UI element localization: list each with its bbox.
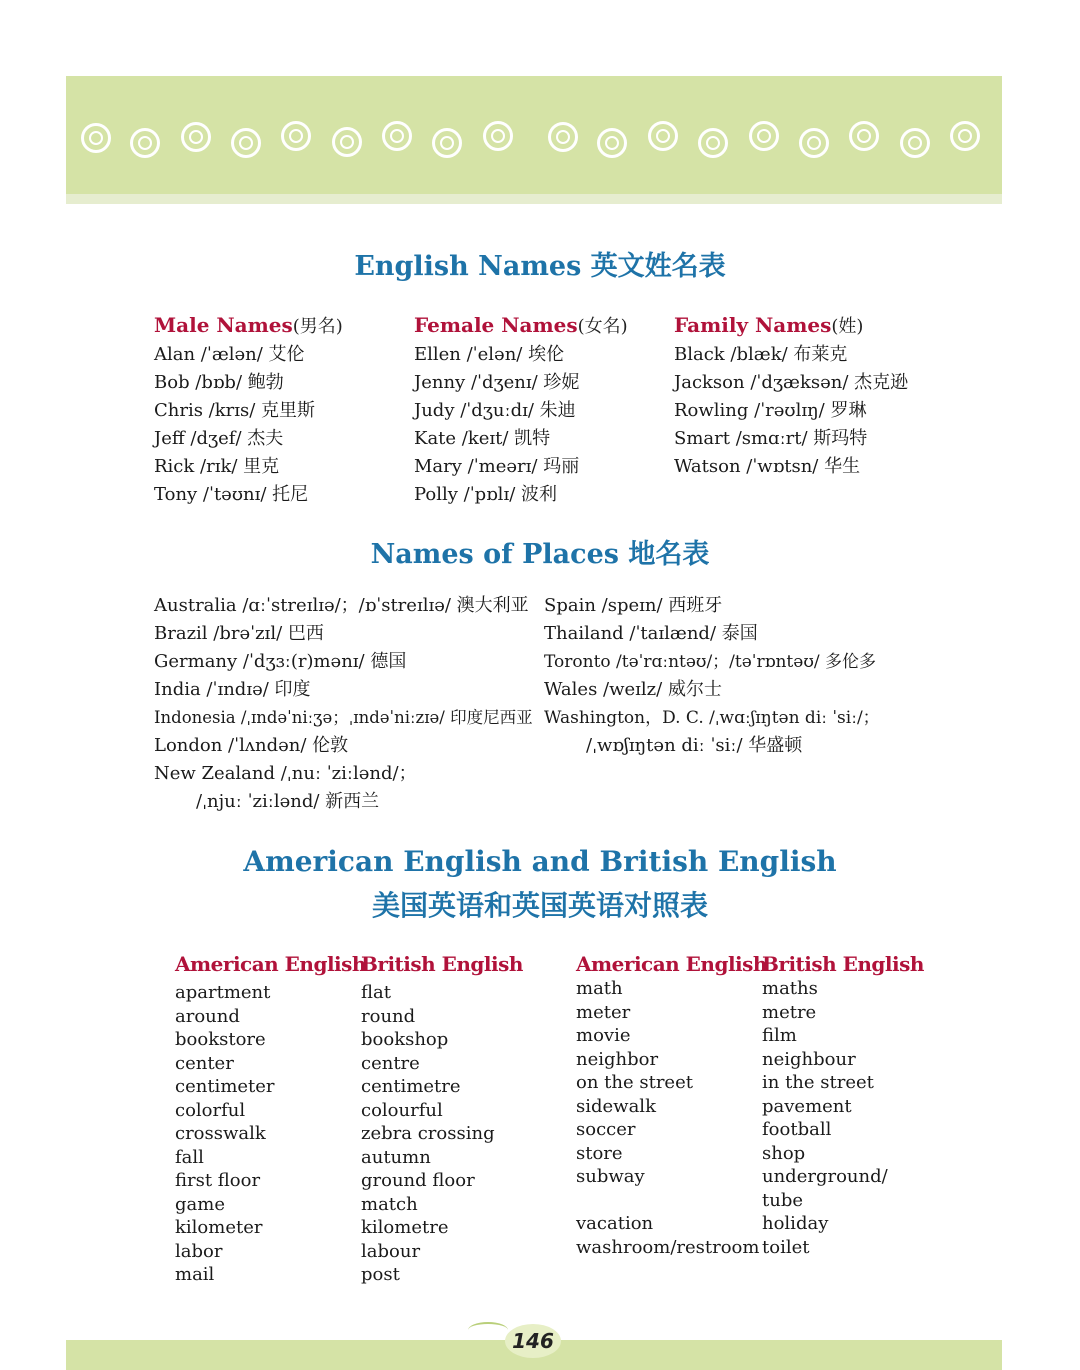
leaf-ornament-icon [468, 1322, 508, 1338]
british-english-column-1 [361, 951, 523, 1287]
english-names-title: English Names 英文姓名表 [354, 251, 726, 282]
female-names-heading: Female Names(女名) [414, 313, 628, 337]
list-item: football [762, 1119, 832, 1140]
american-english-column-2 [576, 951, 767, 1259]
list-item: shop [762, 1142, 806, 1164]
list-item: Black /blæk/ 布莱克 [674, 344, 848, 365]
list-item: Germany /ˈdʒɜː(r)mənɪ/ 德国 [154, 651, 407, 672]
places-right-column [544, 592, 880, 760]
male-names-column [154, 311, 343, 509]
list-item: ground floor [361, 1170, 475, 1191]
list-item: vacation [576, 1213, 654, 1234]
ae-be-title-cn: 美国英语和英国英语对照表 [371, 889, 708, 922]
list-item: subway [576, 1166, 645, 1187]
list-item: London /ˈlʌndən/ 伦敦 [154, 735, 349, 756]
page-number: 146 [505, 1324, 561, 1358]
circle-ornament-icon [698, 128, 728, 158]
list-item: metre [762, 1001, 817, 1023]
list-item: store [576, 1142, 623, 1164]
list-item: round [361, 1005, 416, 1027]
list-item: labour [361, 1240, 421, 1262]
list-item: zebra crossing [361, 1123, 495, 1144]
list-item: Alan /ˈælən/ 艾伦 [154, 344, 305, 365]
list-item: Bob /bɒb/ 鲍勃 [154, 372, 284, 393]
list-item: Toronto /təˈrɑːntəʊ/；/təˈrɒntəʊ/ 多伦多 [544, 652, 876, 672]
list-item: on the street [576, 1072, 693, 1093]
list-item: crosswalk [175, 1123, 266, 1144]
list-item: bookshop [361, 1029, 449, 1050]
list-item: underground/ [762, 1166, 888, 1187]
list-item: movie [576, 1025, 631, 1046]
list-item: centimeter [175, 1076, 275, 1097]
circle-ornament-icon [382, 121, 412, 151]
list-item: Mary /ˈmeərɪ/ 玛丽 [414, 456, 580, 477]
list-item: tube [762, 1189, 804, 1211]
list-item: film [762, 1025, 797, 1046]
list-item: /ˌwɒʃɪŋtən diː ˈsiː/ 华盛顿 [586, 735, 803, 756]
list-item: Indonesia /ˌɪndəˈniːʒə；ˌɪndəˈniːzɪə/ 印度尼西亚 [154, 708, 533, 727]
list-item: India /ˈɪndɪə/ 印度 [154, 679, 311, 700]
list-item: flat [361, 982, 391, 1003]
circle-ornament-icon [799, 128, 829, 158]
circle-ornament-icon [597, 128, 627, 158]
list-item: kilometre [361, 1217, 449, 1238]
list-item: autumn [361, 1146, 431, 1168]
circle-ornament-icon [281, 121, 311, 151]
circle-ornament-icon [950, 121, 980, 151]
list-item: centre [361, 1052, 420, 1074]
circle-ornament-icon [231, 128, 261, 158]
american-english-heading: American English [175, 952, 366, 976]
circle-ornament-icon [548, 122, 578, 152]
list-item: Australia /ɑːˈstreɪlɪə/；/ɒˈstreɪlɪə/ 澳大利亚 [154, 595, 529, 616]
ae-be-title-en: American English and British English [243, 845, 837, 878]
list-item: sidewalk [576, 1095, 656, 1117]
list-item: maths [762, 978, 818, 999]
list-item: Smart /smɑːrt/ 斯玛特 [674, 428, 868, 449]
british-english-heading: British English [762, 952, 924, 976]
list-item: Brazil /brəˈzɪl/ 巴西 [154, 623, 324, 644]
list-item: around [175, 1005, 240, 1027]
american-english-column-1 [175, 951, 366, 1287]
list-item: apartment [175, 982, 271, 1003]
list-item: Ellen /ˈelən/ 埃伦 [414, 344, 565, 365]
list-item: toilet [762, 1236, 810, 1258]
list-item: Chris /krɪs/ 克里斯 [154, 400, 316, 421]
circle-ornament-icon [749, 121, 779, 151]
list-item: holiday [762, 1213, 829, 1234]
circle-ornament-icon [130, 128, 160, 158]
female-names-column [414, 311, 628, 509]
list-item: neighbor [576, 1048, 659, 1070]
list-item: meter [576, 1001, 631, 1023]
list-item: Spain /speɪn/ 西班牙 [544, 595, 723, 616]
list-item: in the street [762, 1072, 874, 1093]
list-item: labor [175, 1240, 223, 1262]
circle-ornament-icon [332, 127, 362, 157]
list-item: New Zealand /ˌnuː ˈziːlənd/； [154, 763, 417, 784]
list-item: center [175, 1052, 234, 1074]
british-english-heading: British English [361, 952, 523, 976]
list-item: washroom/restroom [576, 1236, 760, 1258]
circle-ornament-icon [483, 121, 513, 151]
list-item: Watson /ˈwɒtsn/ 华生 [674, 456, 861, 477]
decorative-circles [66, 76, 1002, 194]
list-item: Thailand /ˈtaɪlænd/ 泰国 [544, 623, 758, 644]
circle-ornament-icon [849, 121, 879, 151]
list-item: mail [175, 1264, 215, 1285]
list-item: match [361, 1193, 418, 1215]
list-item: Rowling /ˈrəʊlɪŋ/ 罗琳 [674, 400, 867, 421]
list-item [576, 1189, 767, 1213]
list-item: Kate /keɪt/ 凯特 [414, 428, 551, 449]
list-item: post [361, 1264, 400, 1285]
list-item: /ˌnjuː ˈziːlənd/ 新西兰 [196, 791, 380, 812]
list-item: Rick /rɪk/ 里克 [154, 456, 280, 477]
list-item: Polly /ˈpɒlɪ/ 波利 [414, 484, 557, 505]
circle-ornament-icon [181, 122, 211, 152]
list-item: colorful [175, 1099, 246, 1121]
list-item: game [175, 1193, 225, 1215]
male-names-heading: Male Names(男名) [154, 313, 343, 337]
list-item: Jenny /ˈdʒenɪ/ 珍妮 [414, 372, 580, 393]
circle-ornament-icon [900, 128, 930, 158]
circle-ornament-icon [81, 123, 111, 153]
list-item: neighbour [762, 1048, 856, 1070]
list-item: centimetre [361, 1076, 461, 1097]
list-item: Jackson /ˈdʒæksən/ 杰克逊 [674, 372, 909, 393]
list-item: Washington，D. C. /ˌwɑːʃɪŋtən diː ˈsiː/； [544, 708, 880, 728]
places-left-column [154, 592, 533, 816]
list-item: soccer [576, 1119, 636, 1140]
places-title: Names of Places 地名表 [370, 539, 710, 570]
list-item: kilometer [175, 1217, 263, 1238]
american-english-heading: American English [576, 952, 767, 976]
banner-divider [66, 194, 1002, 204]
list-item: Judy /ˈdʒuːdɪ/ 朱迪 [414, 400, 576, 421]
family-names-column [674, 311, 908, 481]
british-english-column-2 [762, 951, 924, 1259]
list-item: fall [175, 1146, 204, 1168]
list-item: math [576, 978, 623, 999]
header-banner [66, 76, 1002, 194]
list-item: Tony /ˈtəʊnɪ/ 托尼 [154, 484, 309, 505]
list-item: Wales /weɪlz/ 威尔士 [544, 679, 722, 700]
circle-ornament-icon [432, 128, 462, 158]
list-item: pavement [762, 1095, 852, 1117]
list-item: Jeff /dʒef/ 杰夫 [154, 428, 284, 449]
family-names-heading: Family Names(姓) [674, 313, 864, 337]
list-item: colourful [361, 1099, 443, 1121]
list-item: bookstore [175, 1029, 266, 1050]
list-item: first floor [175, 1170, 261, 1191]
circle-ornament-icon [648, 121, 678, 151]
